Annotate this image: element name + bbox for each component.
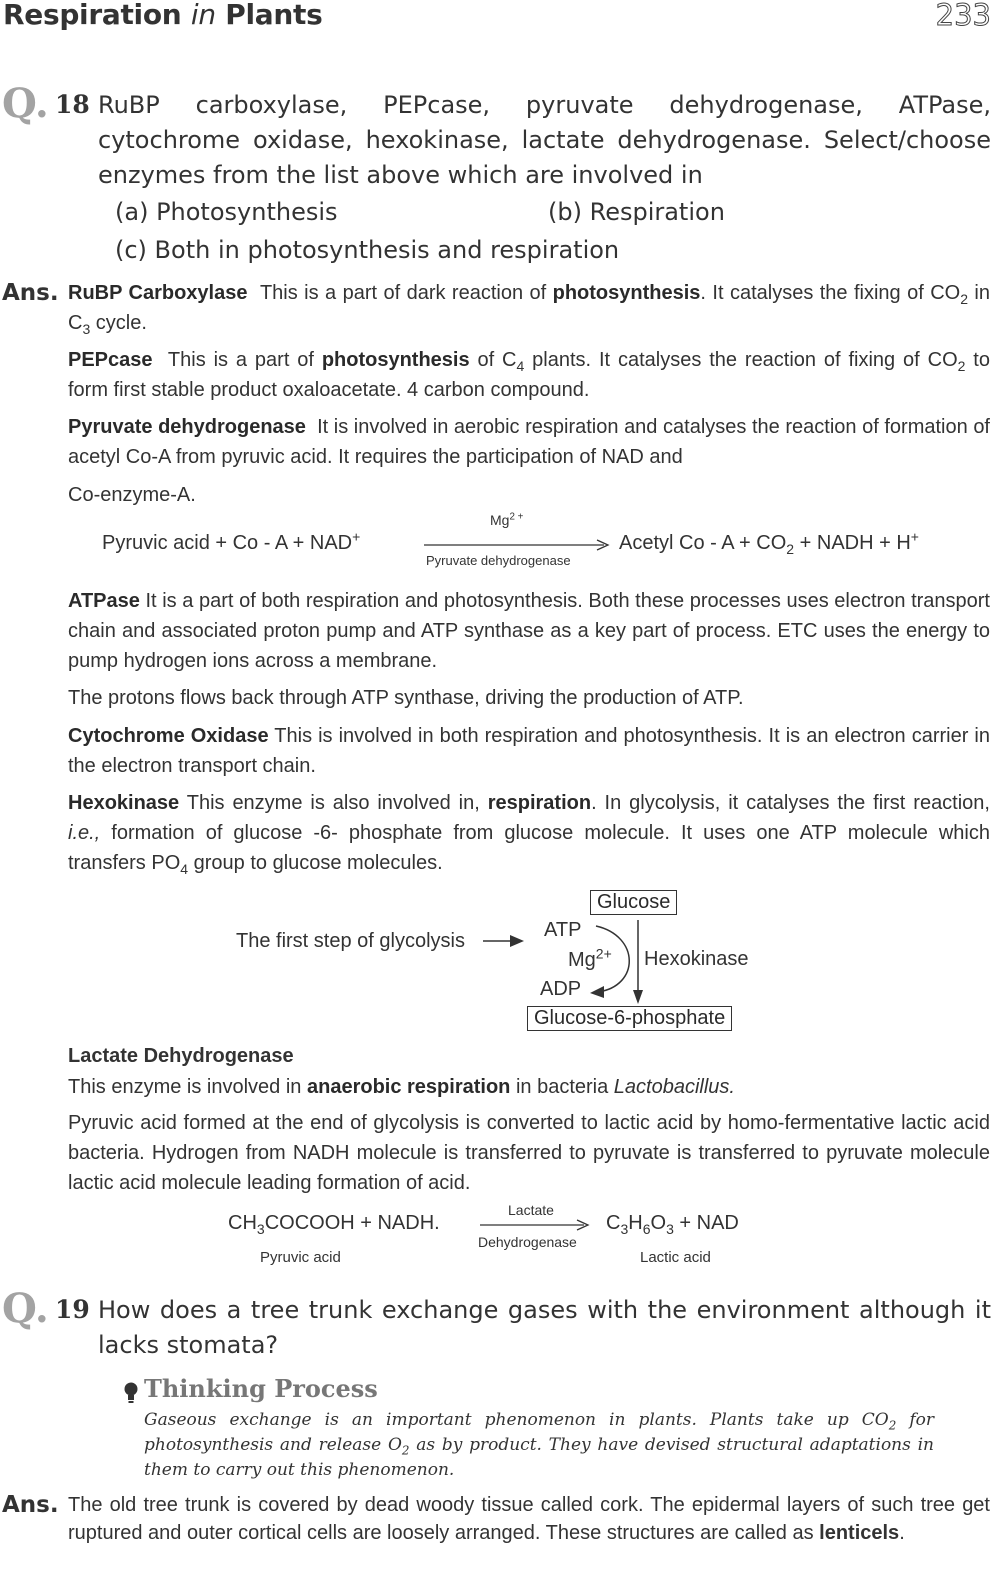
answer-label: Ans. — [2, 280, 59, 306]
question-marker-19: Q. — [2, 1285, 49, 1332]
rubp-paragraph: RuBP Carboxylase This is a part of dark reaction of photosynthesis. It catalyses the fixing of $CO_2$ in $C_3$ cycle. — [68, 282, 990, 337]
pyruvic-acid-label: Pyruvic acid — [260, 1249, 341, 1266]
equation-1-arrow — [424, 538, 612, 552]
pepcase-paragraph: PEPcase This is a part of photosynthesis of $C_4$ plants. It catalyses the reaction of fixing of $CO_2$ to form first stable product oxaloacetate. 4 carbon compound. — [68, 349, 990, 401]
lactate-paragraph: This enzyme is involved in anaerobic respiration in bacteria Lactobacillus. — [68, 1076, 735, 1098]
equation-2-products: $C_3H_6O_3$ + NAD — [606, 1212, 739, 1237]
pyruvate-paragraph-cont: Co-enzyme-A. — [68, 484, 196, 506]
answer-label-19: Ans. — [2, 1492, 59, 1518]
answer-19-text: The old tree trunk is covered by dead woody tissue called cork. The epidermal layers of such tree get ruptured and outer cortical cells are loosely arranged. These structures are called as lenticels. — [68, 1494, 990, 1544]
glucose-6-phosphate-box: Glucose-6-phosphate — [527, 1006, 732, 1031]
thinking-process-title: Thinking Process — [144, 1374, 378, 1403]
equation-2-enzyme-top: Lactate — [508, 1202, 554, 1218]
hexokinase-paragraph: Hexokinase This enzyme is also involved in, respiration. In glycolysis, it catalyses the first reaction, i.e., formation of glucose -6- phosphate from glucose molecule. It uses one ATP molecule which transfers $PO_4$ group to glucose molecules. — [68, 792, 990, 877]
question-number: 18 — [55, 90, 90, 119]
equation-1-enzyme: Pyruvate dehydrogenase — [426, 553, 571, 568]
lactate-paragraph-2: Pyruvic acid formed at the end of glycolysis is converted to lactic acid by homo-fermentative lactic acid bacteria. Hydrogen from NADH molecule is transferred to pyruvate is transferred to pyruvate molecule lactic acid molecule leading formation of acid. — [68, 1112, 990, 1194]
question-text: RuBP carboxylase, PEPcase, pyruvate dehydrogenase, ATPase, cytochrome oxidase, hexokinase, lactate dehydrogenase. Select/choose enzymes from the list above which are involved in — [98, 91, 991, 189]
option-b: (b) Respiration — [548, 198, 725, 226]
atpase-paragraph-cont: The protons flows back through ATP synthase, driving the production of ATP. — [68, 687, 744, 709]
atp-label: ATP — [544, 919, 582, 941]
question-number-19: 19 — [55, 1295, 90, 1324]
page-number: 233 — [935, 0, 991, 32]
equation-2-reactants: $CH_3COCOOH$ + NADH. — [228, 1212, 440, 1237]
thinking-process-text: Gaseous exchange is an important phenomenon in plants. Plants take up $CO_2$ for photosynthesis and release $O_2$ as by product. They have devised structural adaptations in them to carry out this phenomenon. — [144, 1410, 935, 1480]
lactic-acid-label: Lactic acid — [640, 1249, 711, 1266]
lactate-heading: Lactate Dehydrogenase — [68, 1045, 294, 1067]
glucose-box: Glucose — [590, 890, 677, 915]
equation-1-products: Acetyl $Co - A + CO_2$ + NADH + H+ — [619, 528, 919, 557]
hexokinase-label: Hexokinase — [644, 948, 749, 970]
equation-1-catalyst: $Mg^{2 +}$ — [490, 511, 524, 528]
atpase-paragraph: ATPase It is a part of both respiration and photosynthesis. Both these processes uses electron transport chain and associated proton pump and ATP synthase as a key part of process. ETC uses the energy to pump hydrogen ions across a membrane. — [68, 590, 990, 672]
page-header-title: Respiration in Plants — [3, 0, 323, 31]
mg-label: $Mg^{2+}$ — [568, 945, 612, 971]
adp-label: ADP — [540, 978, 582, 1000]
cytochrome-paragraph: Cytochrome Oxidase This is involved in both respiration and photosynthesis. It is an electron carrier in the electron transport chain. — [68, 725, 991, 777]
equation-2-arrow — [480, 1218, 592, 1232]
question-19-text: How does a tree trunk exchange gases with the environment although it lacks stomata? — [98, 1296, 991, 1359]
equation-1-reactants: Pyruvic acid + Co - A + NAD+ — [102, 528, 361, 554]
equation-2-enzyme-bottom: Dehydrogenase — [478, 1234, 577, 1250]
question-marker: Q. — [2, 80, 49, 127]
pyruvate-paragraph: Pyruvate dehydrogenase It is involved in aerobic respiration and catalyses the reaction of formation of acetyl Co-A from pyruvic acid. It requires the participation of NAD and — [68, 416, 990, 468]
option-c: (c) Both in photosynthesis and respiration — [115, 236, 620, 264]
diagram-arrows — [480, 918, 650, 1006]
option-a: (a) Photosynthesis — [115, 198, 338, 226]
diagram-caption: The first step of glycolysis — [236, 930, 465, 952]
lightbulb-icon — [122, 1380, 140, 1406]
